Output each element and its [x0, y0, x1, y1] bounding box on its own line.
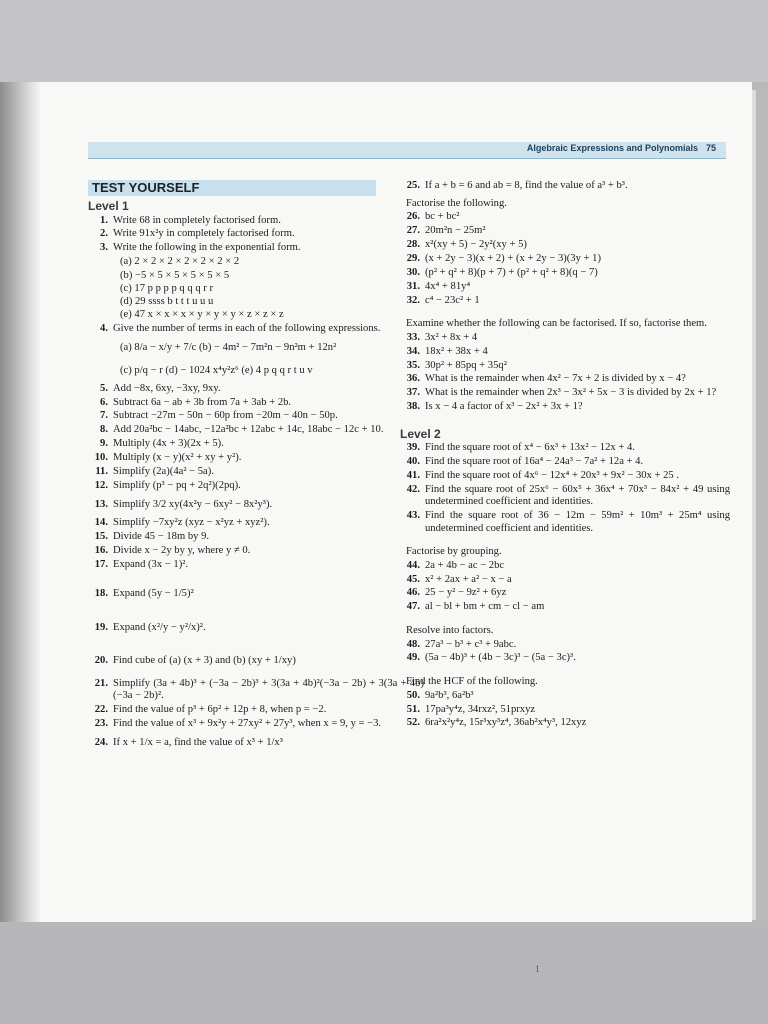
question-21: 21. Simplify (3a + 4b)³ + (−3a − 2b)³ + 3(3a + 4b)²(−3a − 2b) + 3(3a + 4b)(−3a − 2b)².	[94, 677, 424, 701]
question-1: 1. Write 68 in completely factorised form.	[100, 214, 281, 226]
question-39: 39. Find the square root of x⁴ − 6x³ + 13x² − 12x + 4.	[406, 442, 635, 454]
question-2: 2. Write 91x²y in completely factorised form.	[100, 228, 295, 240]
question-15: 15. Divide 45 − 18m by 9.	[94, 531, 210, 543]
question-50: 50. 9a²b³, 6a²b³	[406, 689, 474, 701]
question-9: 9. Multiply (4x + 3)(2x + 5).	[100, 438, 224, 450]
question-35: 35. 30p² + 85pq + 35q²	[406, 359, 507, 371]
question-16: 16. Divide x − 2y by y, where y ≠ 0.	[94, 545, 251, 557]
question-5: 5. Add −8x, 6xy, −3xy, 9xy.	[100, 382, 221, 394]
page-number: 75	[705, 143, 716, 153]
right-column	[400, 180, 730, 731]
question-47: 47. al − bl + bm + cm − cl − am	[406, 601, 545, 613]
scan-background-bottom	[0, 922, 768, 1024]
question-37: 37. What is the remainder when 2x³ − 3x² + 5x − 3 is divided by 2x + 1?	[406, 387, 717, 399]
question-44: 44. 2a + 4b − ac − 2bc	[406, 559, 505, 571]
question-43: 43. Find the square root of 36 − 12m − 59m² + 10m³ + 25m⁴ using undetermined coefficient and identities.	[406, 510, 730, 534]
question-3b: (b) −5 × 5 × 5 × 5 × 5 × 5	[120, 269, 230, 281]
question-6: 6. Subtract 6a − ab + 3b from 7a + 3ab + 2b.	[100, 396, 292, 408]
resolve-instruction: Resolve into factors.	[406, 625, 494, 637]
book-spine-shadow	[0, 82, 40, 922]
question-3c: (c) 17 p p p p q q q r r	[120, 282, 213, 294]
question-4cde: (c) p/q − r (d) − 1024 x⁴y²z⁶ (e) 4 p q q r t u v	[120, 364, 313, 376]
question-48: 48. 27a³ − b³ + c³ + 9abc.	[406, 638, 517, 650]
question-25: 25. If a + b = 6 and ab = 8, find the value of a³ + b³.	[406, 180, 628, 191]
question-17: 17. Expand (3x − 1)².	[94, 559, 189, 571]
question-22: 22. Find the value of p³ + 6p² + 12p + 8, when p = −2.	[94, 703, 327, 715]
question-11: 11. Simplify (2a)(4a² − 5a).	[95, 465, 214, 477]
question-7: 7. Subtract −27m − 50n − 60p from −20m − 40n − 50p.	[100, 410, 338, 422]
question-24: 24. If x + 1/x = a, find the value of x³ + 1/x³	[94, 736, 283, 748]
running-head	[527, 143, 716, 153]
question-29: 29. (x + 2y − 3)(x + 2) + (x + 2y − 3)(3y + 1)	[406, 252, 601, 264]
section-title: TEST YOURSELF	[88, 180, 376, 196]
factorise-instruction: Factorise the following.	[406, 197, 507, 209]
question-40: 40. Find the square root of 16a⁴ − 24a³ − 7a² + 12a + 4.	[406, 456, 644, 468]
examine-instruction: Examine whether the following can be factorised. If so, factorise them.	[406, 318, 707, 330]
question-49: 49. (5a − 4b)³ + (4b − 3c)³ − (5a − 3c)³.	[406, 652, 576, 664]
question-30: 30. (p² + q² + 8)(p + 7) + (p² + q² + 8)(q − 7)	[406, 266, 598, 278]
question-4: 4. Give the number of terms in each of the following expressions.	[100, 322, 381, 334]
question-34: 34. 18x² + 38x + 4	[406, 345, 488, 357]
left-column	[88, 180, 424, 755]
question-42: 42. Find the square root of 25x⁶ − 60x⁵ + 36x⁴ + 70x³ − 84x² + 49 using undetermined coefficient and identities.	[406, 484, 730, 508]
question-3: 3. Write the following in the exponential form.	[100, 242, 301, 254]
question-36: 36. What is the remainder when 4x² − 7x + 2 is divided by x − 4?	[406, 373, 686, 385]
hcf-instruction: Find the HCF of the following.	[406, 676, 538, 688]
question-33: 33. 3x² + 8x + 4	[406, 331, 478, 343]
question-13: 13. Simplify 3/2 xy(4x²y − 6xy² − 8x²y³).	[94, 498, 273, 510]
question-20: 20. Find cube of (a) (x + 3) and (b) (xy + 1/xy)	[94, 655, 296, 667]
scan-background-top	[0, 0, 768, 82]
question-28: 28. x²(xy + 5) − 2y²(xy + 5)	[406, 238, 527, 250]
question-27: 27. 20m²n − 25m²	[406, 225, 486, 237]
level-1-heading: Level 1	[88, 199, 129, 214]
question-52: 52. 6ra²x²y⁴z, 15r³xy³z⁴, 36ab²x⁴y³, 12xyz	[406, 717, 587, 729]
question-3d: (d) 29 ssss b t t t u u u	[120, 296, 214, 308]
question-26: 26. bc + bc²	[406, 211, 460, 223]
question-3a: (a) 2 × 2 × 2 × 2 × 2 × 2 × 2	[120, 256, 240, 268]
question-23: 23. Find the value of x³ + 9x²y + 27xy² + 27y³, when x = 9, y = −3.	[94, 717, 382, 729]
question-3e: (e) 47 x × x × x × y × y × y × z × z × z	[120, 309, 284, 321]
question-8: 8. Add 20a²bc − 14abc, −12a²bc + 12abc + 14c, 18abc − 12c + 10.	[100, 424, 384, 436]
chapter-title: Algebraic Expressions and Polynomials	[526, 143, 698, 153]
running-header	[88, 142, 726, 159]
question-38: 38. Is x − 4 a factor of x³ − 2x² + 3x + 1?	[406, 401, 583, 413]
question-41: 41. Find the square root of 4x⁶ − 12x⁴ + 20x³ + 9x² − 30x + 25 .	[406, 470, 679, 482]
question-19: 19. Expand (x²/y − y²/x)².	[94, 621, 206, 633]
question-14: 14. Simplify −7xy²z (xyz − x²yz + xyz²).	[94, 517, 270, 529]
question-46: 46. 25 − y² − 9z² + 6yz	[406, 587, 507, 599]
question-31: 31. 4x⁴ + 81y⁴	[406, 280, 471, 292]
question-32: 32. c⁴ − 23c² + 1	[406, 294, 480, 306]
question-10: 10. Multiply (x − y)(x² + xy + y²).	[94, 452, 242, 464]
question-18: 18. Expand (5y − 1/5)²	[94, 587, 194, 599]
grouping-instruction: Factorise by grouping.	[406, 546, 502, 558]
level-2-heading: Level 2	[400, 427, 441, 442]
pencil-mark: 1	[535, 964, 540, 974]
question-51: 51. 17pa³y⁴z, 34rxz², 51prxyz	[406, 703, 536, 715]
question-45: 45. x² + 2ax + a² − x − a	[406, 573, 512, 585]
textbook-page	[40, 82, 752, 922]
question-12: 12. Simplify (p³ − pq + 2q²)(2pq).	[94, 479, 241, 491]
question-4ab: (a) 8/a − x/y + 7/c (b) − 4m² − 7m²n − 9n²m + 12n²	[120, 341, 337, 353]
